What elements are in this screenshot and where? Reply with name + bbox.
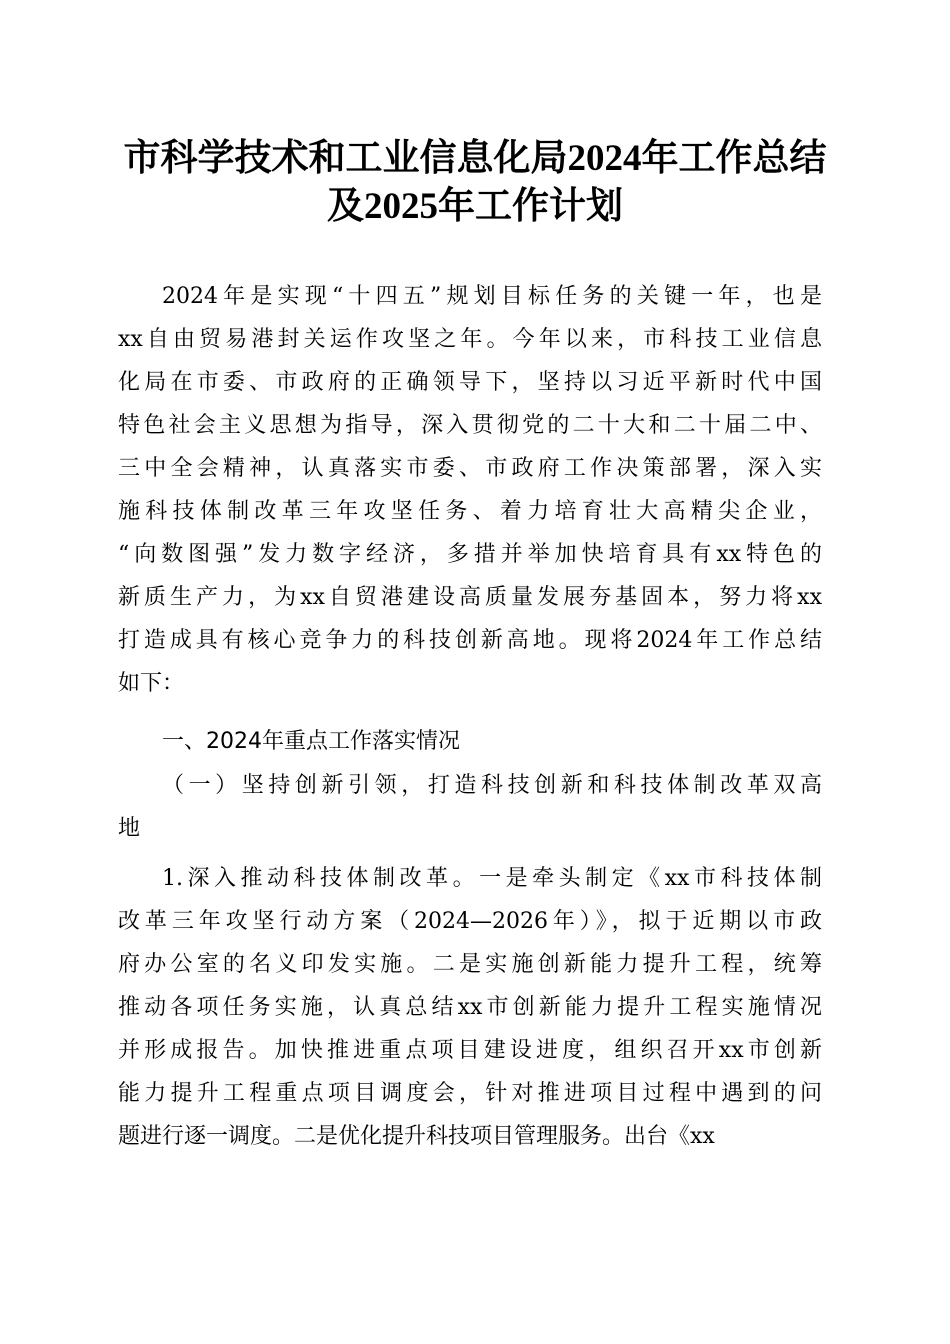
paragraph-line: “向数图强”发力数字经济，多措并举加快培育具有xx特色的 bbox=[118, 542, 822, 567]
paragraph-line: xx自由贸易港封关运作攻坚之年。今年以来，市科技工业信息 bbox=[118, 327, 822, 352]
paragraph-line: 新质生产力，为xx自贸港建设高质量发展夯基固本，努力将xx bbox=[118, 585, 822, 610]
paragraph-line: 改革三年攻坚行动方案（2024—2026年）》，拟于近期以市政 bbox=[118, 909, 822, 934]
paragraph-line: 题进行逐一调度。二是优化提升科技项目管理服务。出台《xx bbox=[118, 1124, 715, 1149]
paragraph-line: 推动各项任务实施，认真总结xx市创新能力提升工程实施情况 bbox=[118, 995, 822, 1020]
paragraph-line: 并形成报告。加快推进重点项目建设进度，组织召开xx市创新 bbox=[118, 1038, 822, 1063]
paragraph-line: 化局在市委、市政府的正确领导下，坚持以习近平新时代中国 bbox=[118, 370, 822, 395]
paragraph-line: 打造成具有核心竞争力的科技创新高地。现将2024年工作总结 bbox=[118, 628, 822, 653]
document-title-line-1: 市科学技术和工业信息化局2024年工作总结 bbox=[123, 138, 827, 179]
section-heading: 一、2024年重点工作落实情况 bbox=[162, 729, 460, 754]
paragraph-line: 府办公室的名义印发实施。二是实施创新能力提升工程，统筹 bbox=[118, 952, 822, 977]
paragraph-line: （一）坚持创新引领，打造科技创新和科技体制改革双高 bbox=[162, 773, 822, 798]
paragraph-line: 三中全会精神，认真落实市委、市政府工作决策部署，深入实 bbox=[118, 456, 822, 481]
paragraph-line: 地 bbox=[118, 816, 141, 841]
paragraph-line: 特色社会主义思想为指导，深入贯彻党的二十大和二十届二中、 bbox=[118, 413, 822, 438]
paragraph-line: 2024年是实现“十四五”规划目标任务的关键一年，也是 bbox=[162, 284, 822, 309]
document-title-line-2: 及2025年工作计划 bbox=[327, 186, 623, 227]
paragraph-line: 1.深入推动科技体制改革。一是牵头制定《xx市科技体制 bbox=[162, 866, 822, 891]
paragraph-line: 如下： bbox=[118, 671, 185, 696]
paragraph-line: 施科技体制改革三年攻坚任务、着力培育壮大高精尖企业， bbox=[118, 499, 822, 524]
paragraph-line: 能力提升工程重点项目调度会，针对推进项目过程中遇到的问 bbox=[118, 1081, 822, 1106]
